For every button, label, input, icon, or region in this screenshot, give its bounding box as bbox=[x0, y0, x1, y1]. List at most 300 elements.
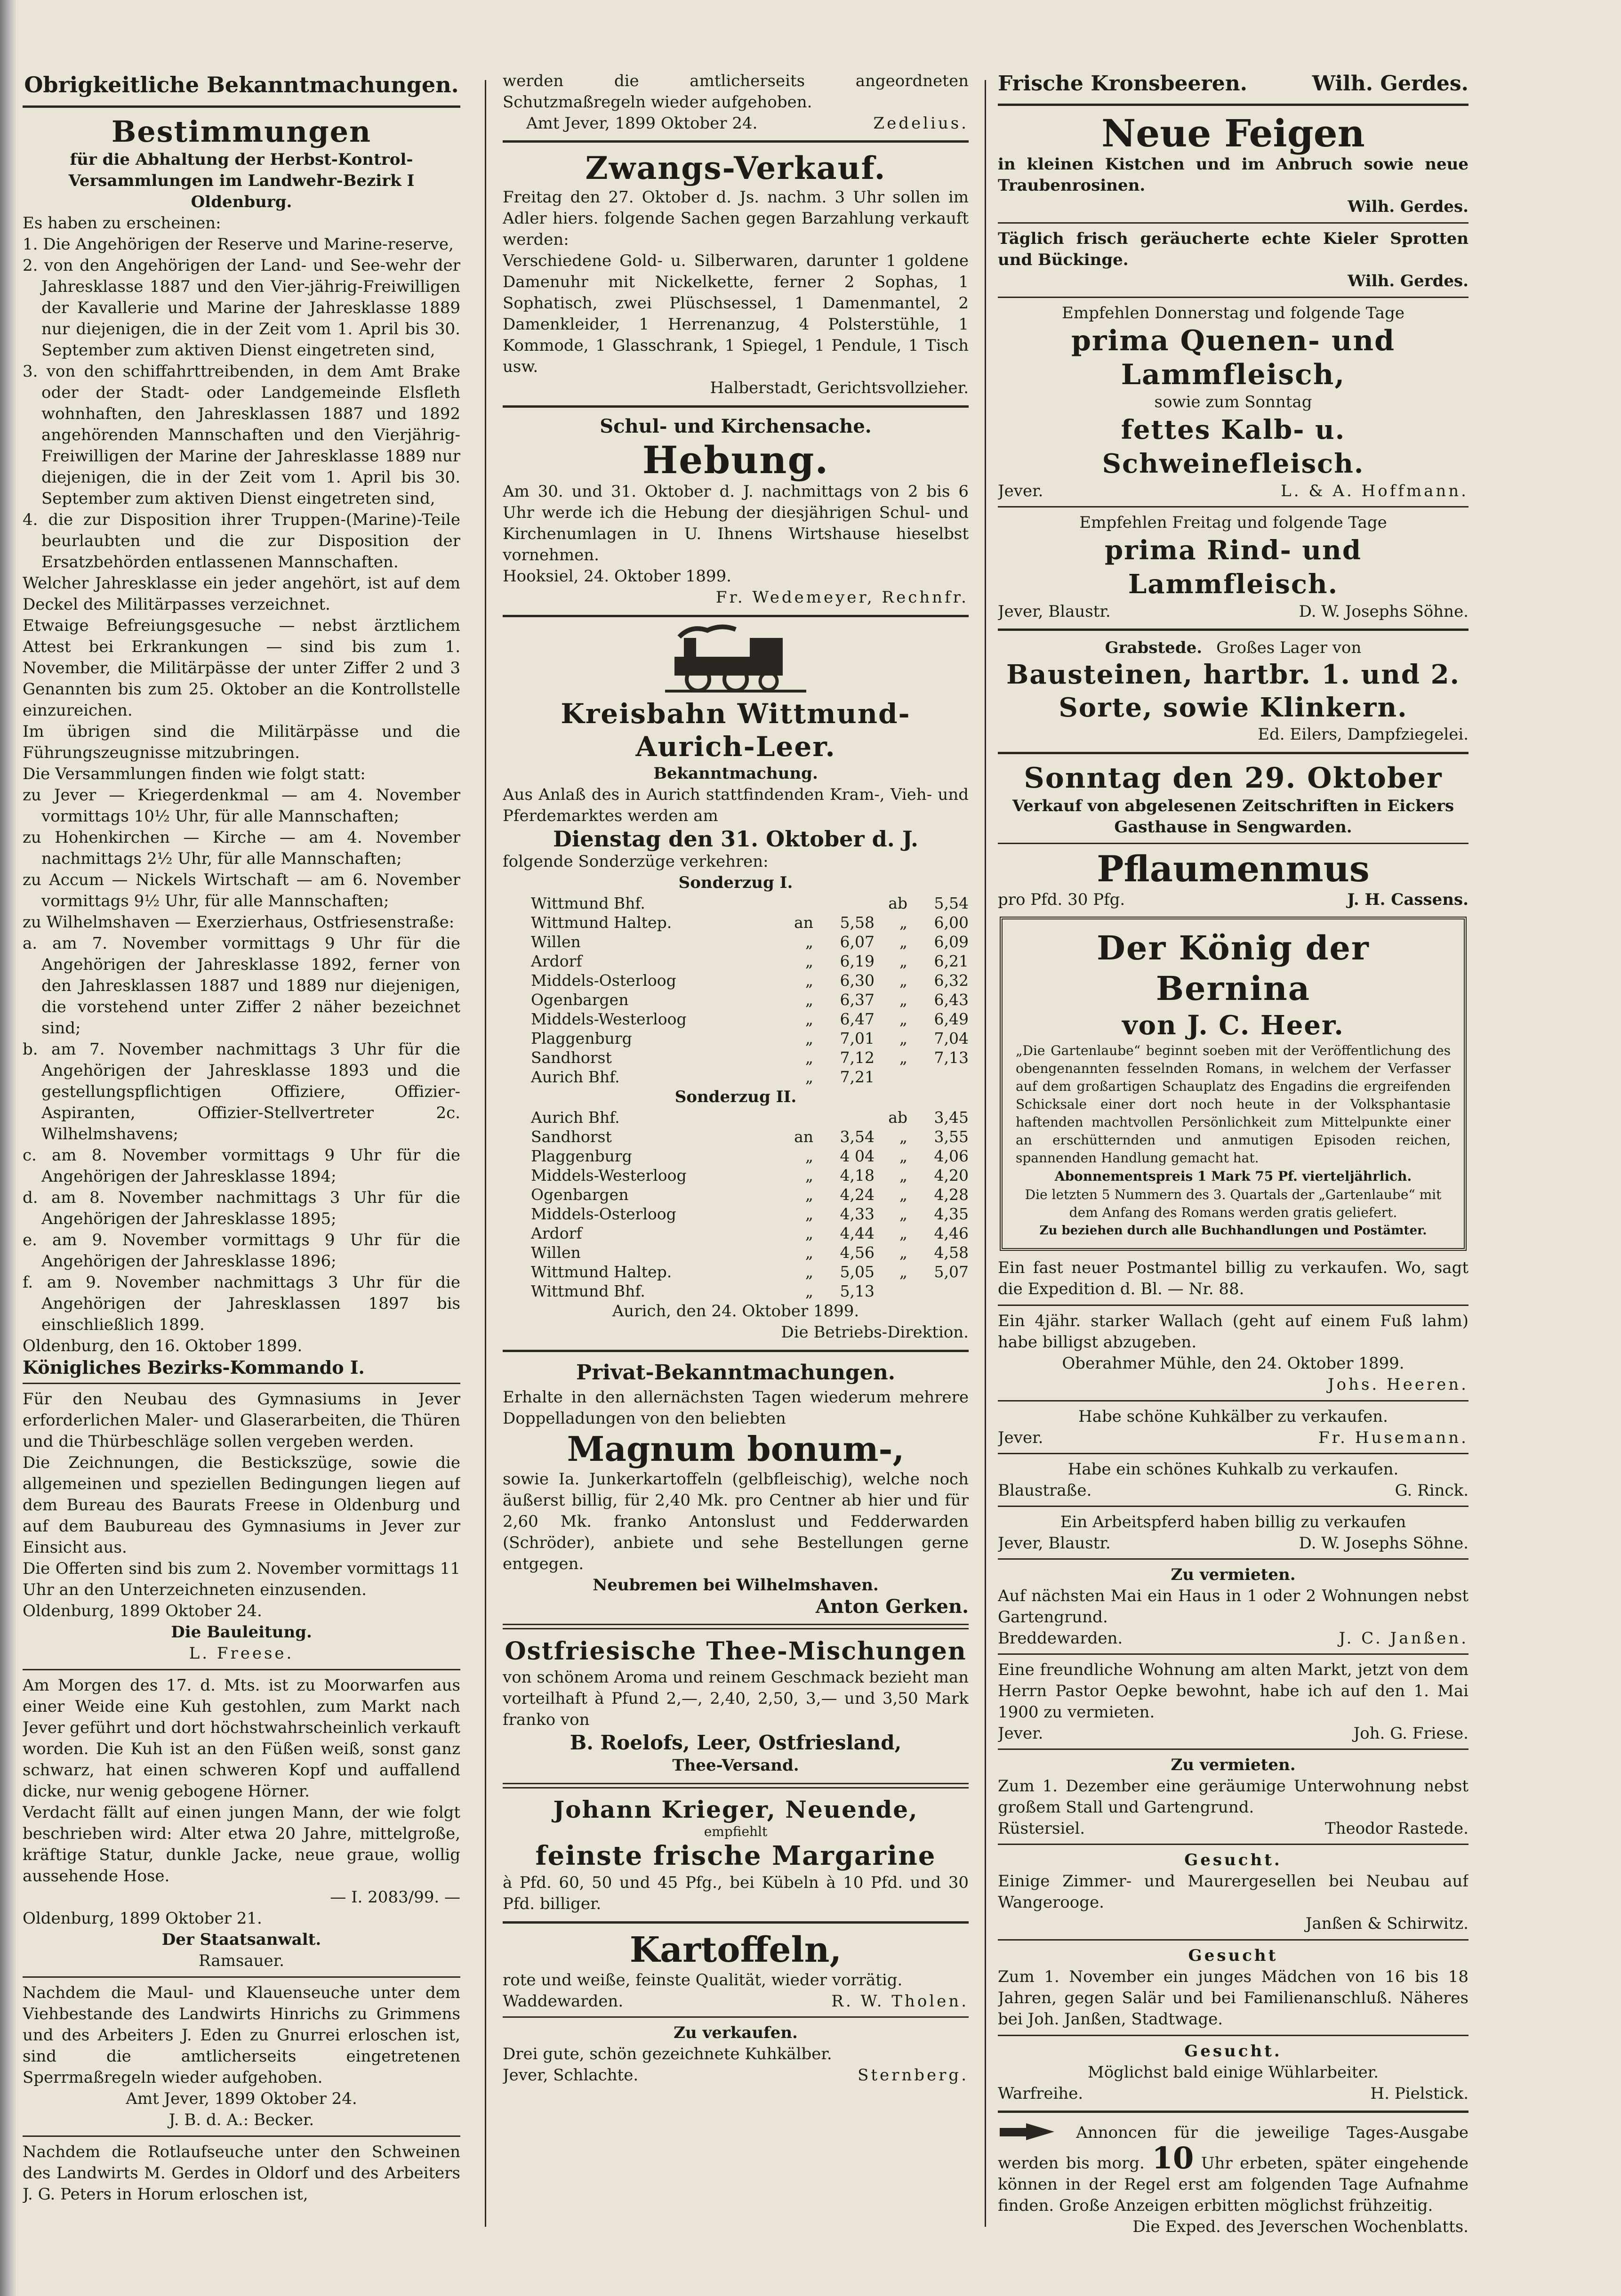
ad-place: Jever. bbox=[998, 1428, 1043, 1447]
ad-title: Kartoffeln, bbox=[629, 1930, 842, 1970]
time-cell: „ bbox=[805, 1282, 813, 1300]
notice-footer bbox=[503, 113, 969, 134]
list-item: zu Hohenkirchen — Kirche — am 4. November nachmittags 2½ Uhr, für alle Mannschaften; bbox=[23, 828, 460, 868]
column-divider-1 bbox=[485, 80, 486, 2227]
book-ad-box bbox=[1000, 917, 1467, 1251]
time-cell: „ bbox=[805, 1185, 813, 1204]
time-cell: „ bbox=[899, 1205, 907, 1223]
signature: L. Freese. bbox=[189, 1644, 294, 1663]
station-name: Willen bbox=[531, 933, 581, 951]
station-name: Wittmund Bhf. bbox=[531, 1282, 645, 1300]
timetable-row bbox=[531, 894, 969, 913]
time-cell: „ bbox=[899, 1128, 907, 1146]
ad-place: Jever. bbox=[998, 482, 1043, 500]
notice-text: Am Morgen des 17. d. Mts. ist zu Moorwarfen aus einer Weide eine Kuh gestohlen, zum Markt nach Jever geführt und dort höchstwahrscheinlich verkauft worden. Die Kuh ist an den Füßen weiß, sonst ganz schwarz, hat einen schweren Kopf und auffallend dicke, nur wenig gebogene Hörner. bbox=[23, 1676, 460, 1801]
ad-text: „Die Gartenlaube“ beginnt soeben mit der Veröffentlichung des obengenannten fesselnden Romans, in welchem der Verfasser auf dem großartigen Schauplatz des Engadins die ergreifenden Schicksale einer dort noch heute in der Volksphantasie haftenden machtvollen Persönlichkeit zum Mittelpunkte einer an erschütternden und anmutigen Episoden reichen, spannenden Handlung gemacht hat. bbox=[1016, 1043, 1451, 1166]
time-cell: 6,43 bbox=[934, 991, 969, 1009]
time-cell: 4,20 bbox=[934, 1166, 969, 1184]
time-cell bbox=[813, 1108, 875, 1127]
signature: Wilh. Gerdes. bbox=[1348, 272, 1469, 290]
signature: Janßen & Schirwitz. bbox=[1305, 1914, 1469, 1933]
time-cell: „ bbox=[805, 1263, 813, 1281]
dateline: Oberahmer Mühle, den 24. Oktober 1899. bbox=[1062, 1354, 1404, 1373]
ad-text: Habe ein schönes Kuhkalb zu verkaufen. bbox=[1067, 1460, 1399, 1479]
time-cell: „ bbox=[805, 1029, 813, 1047]
column-3 bbox=[998, 71, 1469, 2246]
divider bbox=[998, 104, 1469, 106]
column-1 bbox=[23, 71, 460, 2246]
notice-text: Die Offerten sind bis zum 2. November vormittags 11 Uhr an den Unterzeichneten einzusenden. bbox=[23, 1559, 460, 1599]
ad-text: Empfehlen Freitag und folgende Tage bbox=[1079, 513, 1387, 532]
ad-place: Blaustraße. bbox=[998, 1481, 1092, 1500]
ad-place: Waddewarden. bbox=[503, 1992, 624, 2011]
ad-footer bbox=[503, 1991, 969, 2012]
ad-place: Rüstersiel. bbox=[998, 1819, 1085, 1838]
divider bbox=[503, 1783, 969, 1788]
time-cell: „ bbox=[805, 1010, 813, 1028]
time-cell bbox=[813, 894, 875, 913]
time-cell: 6,37 bbox=[840, 991, 875, 1009]
timetable-row bbox=[531, 971, 969, 990]
signature: Königliches Bezirks-Kommando I. bbox=[23, 1357, 365, 1378]
time-cell: 4,35 bbox=[934, 1205, 969, 1223]
notice-text: Nachdem die Maul- und Klauenseuche unter dem Viehbestande des Landwirts Hinrichs zu Grimmens und des Arbeiters J. Eden zu Gnurrei erloschen ist, sind die amtlicherseits eingetretenen Sperrmaßregeln wieder aufgehoben. bbox=[23, 1983, 460, 2087]
time-cell: „ bbox=[899, 1029, 907, 1047]
ad-place: Jever. bbox=[998, 1724, 1043, 1743]
notice-subtitle: für die Abhaltung der Herbst-Kontrol-Versammlungen im Landwehr-Bezirk I Oldenburg. bbox=[68, 150, 415, 211]
timetable-row bbox=[531, 913, 969, 932]
ad-text: Ein fast neuer Postmantel billig zu verkaufen. Wo, sagt die Expedition d. Bl. — Nr. 88. bbox=[998, 1258, 1469, 1298]
ad-text: Drei gute, schön gezeichnete Kuhkälber. bbox=[503, 2045, 832, 2063]
time-cell: „ bbox=[899, 971, 907, 990]
divider bbox=[503, 405, 969, 408]
time-cell: 5,54 bbox=[934, 894, 969, 912]
station-name: Middels-Westerloog bbox=[531, 1166, 687, 1184]
ad-text: Am 30. und 31. Oktober d. J. nachmittags von 2 bis 6 Uhr werde ich die Hebung der diesjährigen Schul- und Kirchenumlagen in U. Ihnens Wirtshause hieselbst vornehmen. bbox=[503, 482, 969, 564]
station-name: Ardorf bbox=[531, 1224, 582, 1242]
time-cell: „ bbox=[805, 1147, 813, 1165]
signature: D. W. Josephs Söhne. bbox=[1299, 602, 1469, 621]
time-cell: 4,06 bbox=[934, 1147, 969, 1165]
time-cell: „ bbox=[805, 971, 813, 990]
signature: Wilh. Gerdes. bbox=[1312, 72, 1469, 96]
column-2 bbox=[503, 71, 969, 2246]
timetable-row bbox=[531, 990, 969, 1009]
timetable-row bbox=[531, 1204, 969, 1224]
time-cell: 7,01 bbox=[840, 1029, 875, 1047]
ad-text: Ein Arbeitspferd haben billig zu verkaufen bbox=[1060, 1513, 1406, 1531]
list-item: 4. die zur Disposition ihrer Truppen-(Marine)-Teile beurlaubten und die zur Disposition der Ersatzbehörden entlassenen Mannschaften. bbox=[23, 510, 460, 572]
station-name: Ogenbargen bbox=[531, 1185, 629, 1204]
divider bbox=[998, 1844, 1469, 1845]
ad-place: Warfreihe. bbox=[998, 2084, 1083, 2103]
ad-title: prima Rind- und Lammfleisch. bbox=[1105, 535, 1362, 600]
time-cell: 4,24 bbox=[840, 1185, 875, 1204]
ad-title: fettes Kalb- u. Schweinefleisch. bbox=[1102, 414, 1364, 479]
signature: Der Staatsanwalt. bbox=[161, 1930, 321, 1949]
station-name: Wittmund Bhf. bbox=[531, 894, 645, 912]
signature: Die Betriebs-Direktion. bbox=[781, 1323, 969, 1342]
ad-text: Zu beziehen durch alle Buchhandlungen und Postämter. bbox=[1039, 1224, 1427, 1238]
divider bbox=[998, 1506, 1469, 1507]
column-divider-2 bbox=[985, 80, 986, 2227]
ad-title: Kreisbahn Wittmund-Aurich-Leer. bbox=[561, 698, 911, 763]
time-cell: „ bbox=[899, 1224, 907, 1242]
signature: J. C. Janßen. bbox=[1339, 1629, 1469, 1648]
ad-title: Zwangs-Verkauf. bbox=[585, 150, 886, 186]
signature: Halberstadt, Gerichtsvollzieher. bbox=[710, 379, 969, 397]
time-cell bbox=[875, 1067, 907, 1087]
time-cell: 4 04 bbox=[840, 1147, 875, 1165]
divider bbox=[998, 752, 1469, 754]
signature: Die Exped. des Jeverschen Wochenblatts. bbox=[1132, 2217, 1469, 2236]
pointing-hand-icon bbox=[998, 2119, 1059, 2148]
ad-text: Möglichst bald einige Wühlarbeiter. bbox=[1087, 2063, 1379, 2082]
dateline: Hooksiel, 24. Oktober 1899. bbox=[503, 567, 731, 586]
divider bbox=[998, 1653, 1469, 1655]
ad-text: Auf nächsten Mai ein Haus in 1 oder 2 Wohnungen nebst Gartengrund. bbox=[998, 1587, 1469, 1627]
time-cell: „ bbox=[899, 1166, 907, 1184]
timetable-row bbox=[531, 1009, 969, 1029]
station-name: Middels-Osterloog bbox=[531, 1205, 676, 1223]
ad-text: Aus Anlaß des in Aurich stattfindenden Kram-, Vieh- und Pferdemarktes werden am bbox=[503, 785, 969, 825]
time-cell: „ bbox=[899, 1010, 907, 1028]
notice-text: Annoncen für die jeweilige Tages-Ausgabe werden bis morg. bbox=[998, 2123, 1469, 2173]
dateline: Oldenburg, 1899 Oktober 24. bbox=[23, 1602, 262, 1620]
divider bbox=[23, 2135, 460, 2137]
time-cell: ab bbox=[888, 1108, 907, 1127]
notice-text: Welcher Jahresklasse ein jeder angehört, ist auf dem Deckel des Militärpasses verzeichnet. bbox=[23, 574, 460, 614]
timetable-row bbox=[531, 1048, 969, 1067]
timetable-row bbox=[531, 1108, 969, 1127]
divider bbox=[503, 2016, 969, 2018]
station-name: Sandhorst bbox=[531, 1128, 612, 1146]
ad-footer bbox=[998, 601, 1469, 622]
notice-text: Etwaige Befreiungsgesuche — nebst ärztlichem Attest bei Erkrankungen — sind bis zum 1. November, die Militärpässe der unter Ziffer 2 und 3 Genannten bis zum 25. Oktober an die Kontrollstelle einzureichen. bbox=[23, 616, 460, 720]
ad-day: Dienstag den 31. Oktober d. J. bbox=[553, 826, 919, 852]
station-name: Wittmund Haltep. bbox=[531, 913, 672, 932]
signature: Sternberg. bbox=[858, 2066, 969, 2085]
notice-text: Die Zeichnungen, die Bestickszüge, sowie die allgemeinen und speziellen Bedingungen liegen auf dem Bureau des Baurats Freese in Oldenburg und auf dem Baubureau des Gymnasiums in Jever zur Einsicht aus. bbox=[23, 1453, 460, 1557]
time-cell: „ bbox=[805, 1068, 813, 1086]
signature: Ed. Eilers, Dampfziegelei. bbox=[1258, 725, 1469, 744]
list-item: a. am 7. November vormittags 9 Uhr für die Angehörigen der Jahresklasse 1892, ferner von den Jahresklassen 1887 und 1889 nur diejenigen, die vorstehend unter Ziffer 2 näher bezeichnet sind; bbox=[23, 934, 460, 1038]
signature: Fr. Husemann. bbox=[1318, 1428, 1469, 1447]
time-cell: 4,58 bbox=[934, 1243, 969, 1262]
time-cell: 4,18 bbox=[840, 1166, 875, 1184]
time-cell: 4,46 bbox=[934, 1224, 969, 1242]
time-cell: 6,19 bbox=[840, 952, 875, 970]
signature: Anton Gerken. bbox=[815, 1595, 969, 1618]
time-cell bbox=[762, 894, 813, 913]
timetable-1 bbox=[503, 894, 969, 1087]
time-cell: 5,05 bbox=[840, 1263, 875, 1281]
time-cell: 7,21 bbox=[840, 1068, 875, 1086]
timetable-row bbox=[531, 1262, 969, 1281]
ad-title: prima Quenen- und Lammfleisch, bbox=[1071, 324, 1396, 391]
timetable-row bbox=[531, 1067, 969, 1087]
station-name: Plaggenburg bbox=[531, 1147, 632, 1165]
section-heading: Privat-Bekanntmachungen. bbox=[576, 1361, 896, 1385]
ad-footer bbox=[998, 1427, 1469, 1448]
ad-subtitle: empfiehlt bbox=[704, 1824, 768, 1839]
time-cell: „ bbox=[899, 913, 907, 932]
notice-block bbox=[998, 2119, 1469, 2216]
timetable-row bbox=[531, 932, 969, 951]
time-cell: 7,12 bbox=[840, 1048, 875, 1067]
signature: Johs. Heeren. bbox=[1327, 1375, 1469, 1394]
signature: Fr. Wedemeyer, Rechnfr. bbox=[715, 588, 969, 607]
divider bbox=[503, 140, 969, 143]
ad-footer bbox=[998, 889, 1469, 910]
station-name: Plaggenburg bbox=[531, 1029, 632, 1047]
time-cell bbox=[762, 1108, 813, 1127]
divider bbox=[998, 2111, 1469, 2113]
ad-footer bbox=[998, 481, 1469, 501]
ad-footer bbox=[998, 2083, 1469, 2104]
ad-price: Abonnementspreis 1 Mark 75 Pf. vierteljährlich. bbox=[1054, 1168, 1412, 1184]
signature: Ramsauer. bbox=[199, 1951, 284, 1970]
timetable-2 bbox=[503, 1108, 969, 1301]
time-cell: „ bbox=[805, 1048, 813, 1067]
ad-title: Frische Kronsbeeren. bbox=[998, 72, 1247, 96]
divider bbox=[23, 105, 460, 108]
section-heading: Gesucht. bbox=[1184, 1851, 1282, 1869]
notice-text: werden die amtlicherseits angeordneten Schutzmaßregeln wieder aufgehoben. bbox=[503, 72, 969, 112]
signature: Joh. G. Friese. bbox=[1353, 1724, 1469, 1743]
time-cell: 4,33 bbox=[840, 1205, 875, 1223]
list-item: zu Accum — Nickels Wirtschaft — am 6. November vormittags 9½ Uhr, für alle Mannschaften; bbox=[23, 870, 460, 910]
ad-footer bbox=[503, 2065, 969, 2086]
station-name: Willen bbox=[531, 1243, 581, 1262]
ad-text: Zum 1. November ein junges Mädchen von 16 bis 18 Jahren, gegen Salär und bei Familienanschluß. Näheres bei Joh. Janßen, Stadtwage. bbox=[998, 1967, 1469, 2029]
ad-text: Erhalte in den allernächsten Tagen wiederum mehrere Doppelladungen von den beliebten bbox=[503, 1388, 969, 1428]
time-cell: „ bbox=[899, 933, 907, 951]
ad-text: Zum 1. Dezember eine geräumige Unterwohnung nebst großem Stall und Gartengrund. bbox=[998, 1777, 1469, 1817]
list-item: 1. Die Angehörigen der Reserve und Marine-reserve, bbox=[23, 235, 454, 254]
section-heading: Schul- und Kirchensache. bbox=[600, 415, 872, 437]
ad-text: sowie Ia. Junkerkartoffeln (gelbfleischig), welche noch äußerst billig, für 2,40 Mk. pro Centner ab hier und für 2,60 Mk. franko Antonslust und Fedderwarden (Schröder), anbiete und sehe Bestellungen gerne entgegen. bbox=[503, 1470, 969, 1573]
divider bbox=[998, 1400, 1469, 1402]
ad-footer bbox=[998, 1533, 1469, 1554]
ad-text: folgende Sonderzüge verkehren: bbox=[503, 852, 769, 871]
ad-title: Pflaumenmus bbox=[1097, 848, 1370, 890]
timetable-row bbox=[531, 951, 969, 971]
ad-title: Johann Krieger, Neuende, bbox=[553, 1796, 918, 1823]
divider bbox=[998, 1558, 1469, 1560]
ad-footer bbox=[998, 1480, 1469, 1501]
divider bbox=[503, 1350, 969, 1352]
time-cell bbox=[907, 1067, 969, 1087]
notice-text: Für den Neubau des Gymnasiums in Jever erforderlichen Maler- und Glaserarbeiten, die Thüren und die Thürbeschläge sollen vergeben werden. bbox=[23, 1390, 460, 1451]
time-cell: 6,21 bbox=[934, 952, 969, 970]
station-name: Sandhorst bbox=[531, 1048, 612, 1067]
ad-text: Freitag den 27. Oktober d. Js. nachm. 3 Uhr sollen im Adler hiers. folgende Sachen gegen Barzahlung verkauft werden: bbox=[503, 188, 969, 249]
time-cell: „ bbox=[899, 1185, 907, 1204]
signature: Wilh. Gerdes. bbox=[1348, 197, 1469, 216]
notice-title: Bestimmungen bbox=[111, 114, 372, 149]
time-cell: 3,45 bbox=[934, 1108, 969, 1127]
notice-text: Nachdem die Rotlaufseuche unter den Schweinen des Landwirts M. Gerdes in Oldorf und des Arbeiters J. G. Peters in Horum erloschen ist, bbox=[23, 2143, 460, 2204]
signature: Zedelius. bbox=[873, 114, 969, 133]
divider bbox=[998, 628, 1469, 631]
masthead: Obrigkeitliche Bekanntmachungen. bbox=[24, 72, 459, 97]
list-item: 2. von den Angehörigen der Land- und See-wehr der Jahresklasse 1887 und den Vier-jährig-Freiwilligen der Kavallerie und Marine der Jahresklasse 1889 nur diejenigen, die in der Zeit vom 1. April bis 30. September zum aktiven Dienst eingetreten sind, bbox=[23, 256, 460, 360]
ad-text: pro Pfd. 30 Pfg. bbox=[998, 890, 1125, 909]
dateline: Oldenburg, 1899 Oktober 21. bbox=[23, 1909, 262, 1928]
list-item: d. am 8. November nachmittags 3 Uhr für die Angehörigen der Jahresklasse 1895; bbox=[23, 1188, 460, 1228]
ad-footer bbox=[998, 1723, 1469, 1744]
ad-footer bbox=[998, 1818, 1469, 1839]
time-cell: 7,04 bbox=[934, 1029, 969, 1047]
time-cell: „ bbox=[805, 933, 813, 951]
time-cell: 6,00 bbox=[934, 913, 969, 932]
divider bbox=[998, 1748, 1469, 1750]
reference-number: — I. 2083/99. — bbox=[330, 1888, 460, 1907]
ad-title: Sonntag den 29. Oktober bbox=[1024, 762, 1443, 795]
section-heading: Gesucht bbox=[1188, 1946, 1278, 1965]
time-cell: 3,55 bbox=[934, 1128, 969, 1146]
time-cell: „ bbox=[899, 1243, 907, 1262]
time-cell: 4,28 bbox=[934, 1185, 969, 1204]
timetable-row bbox=[531, 1243, 969, 1262]
ad-place: Jever, Blaustr. bbox=[998, 1534, 1111, 1553]
ad-title: Der König der Bernina bbox=[1097, 928, 1370, 1008]
divider bbox=[998, 506, 1469, 508]
time-cell: „ bbox=[805, 1166, 813, 1184]
steam-locomotive-icon bbox=[665, 624, 806, 694]
ad-line bbox=[998, 71, 1469, 97]
station-name: Ogenbargen bbox=[531, 991, 629, 1009]
divider bbox=[998, 297, 1469, 298]
station-name: Middels-Osterloog bbox=[531, 971, 676, 990]
time-cell: „ bbox=[899, 1048, 907, 1067]
ad-text: Verschiedene Gold- u. Silberwaren, darunter 1 goldene Damenuhr mit Nickelkette, ferner 2 Sophas, 1 Sophatisch, zwei Plüschsessel, 1 Damenmantel, 2 Damenkleider, 1 Herrenanzug, 4 Polsterstühle, 1 Kommode, 1 Glasschrank, 1 Spiegel, 1 Pendule, 1 Tisch usw. bbox=[503, 251, 969, 376]
ad-subtitle: Thee-Versand. bbox=[672, 1756, 799, 1775]
time-cell: „ bbox=[805, 1243, 813, 1262]
ad-line bbox=[998, 637, 1469, 658]
notice-text: Es haben zu erscheinen: bbox=[23, 214, 221, 233]
divider bbox=[23, 1383, 460, 1384]
timetable-row bbox=[531, 1185, 969, 1204]
ad-text: Empfehlen Donnerstag und folgende Tage bbox=[1062, 304, 1404, 322]
divider bbox=[998, 1939, 1469, 1941]
ad-text: Die letzten 5 Nummern des 3. Quartals der „Gartenlaube“ mit dem Anfang des Romans werden gratis geliefert. bbox=[1025, 1187, 1442, 1220]
time-cell: an bbox=[794, 913, 813, 932]
signature: G. Rinck. bbox=[1395, 1481, 1469, 1500]
time-cell: 7,13 bbox=[934, 1048, 969, 1067]
time-cell: „ bbox=[899, 952, 907, 970]
ad-title: Neue Feigen bbox=[1101, 111, 1365, 155]
timetable-row bbox=[531, 1281, 969, 1301]
ad-text: von schönem Aroma und reinem Geschmack bezieht man vorteilhaft à Pfund 2,—, 2,40, 2,50, 3,— und 3,50 Mark franko von bbox=[503, 1668, 969, 1729]
ad-text: Verkauf von abgelesenen Zeitschriften in Eickers Gasthause in Sengwarden. bbox=[1012, 797, 1454, 837]
time-cell: 6,47 bbox=[840, 1010, 875, 1028]
list-item: c. am 8. November vormittags 9 Uhr für die Angehörigen der Jahresklasse 1894; bbox=[23, 1146, 460, 1186]
dateline: Amt Jever, 1899 Oktober 24. bbox=[126, 2089, 357, 2108]
section-heading: Zu vermieten. bbox=[1171, 1565, 1296, 1584]
time-cell: 6,30 bbox=[840, 971, 875, 990]
time-cell bbox=[875, 1281, 907, 1301]
ad-text: Großes Lager von bbox=[1216, 638, 1362, 657]
time-cell: 4,44 bbox=[840, 1224, 875, 1242]
notice-text: Verdacht fällt auf einen jungen Mann, der wie folgt beschrieben wird: Alter etwa 20 Jahre, mittelgroße, kräftige Statur, dunkle Jacke, neue graue, wollig aussehende Hose. bbox=[23, 1803, 460, 1885]
timetable-row bbox=[531, 1029, 969, 1048]
signature: J. H. Cassens. bbox=[1347, 890, 1469, 909]
signature: L. & A. Hoffmann. bbox=[1281, 482, 1469, 500]
time-cell: ab bbox=[888, 894, 907, 912]
time-cell: „ bbox=[805, 1224, 813, 1242]
divider bbox=[998, 2035, 1469, 2036]
dateline: Amt Jever, 1899 Oktober 24. bbox=[526, 114, 758, 133]
time-cell: 6,07 bbox=[840, 933, 875, 951]
timetable-heading: Sonderzug II. bbox=[674, 1088, 797, 1106]
ad-firm: B. Roelofs, Leer, Ostfriesland, bbox=[570, 1731, 902, 1754]
divider bbox=[998, 1453, 1469, 1454]
ad-place: Grabstede. bbox=[1105, 638, 1203, 657]
station-name: Wittmund Haltep. bbox=[531, 1263, 672, 1281]
ad-title: Hebung. bbox=[642, 438, 829, 482]
section-heading: Gesucht. bbox=[1184, 2042, 1282, 2061]
ad-text: sowie zum Sonntag bbox=[1154, 393, 1312, 411]
ad-text: Einige Zimmer- und Maurergesellen bei Neubau auf Wangerooge. bbox=[998, 1872, 1469, 1912]
time-cell: an bbox=[794, 1128, 813, 1146]
notice-text: Im übrigen sind die Militärpässe und die Führungszeugnisse mitzubringen. bbox=[23, 722, 460, 762]
signature: Die Bauleitung. bbox=[171, 1623, 312, 1642]
ad-place: Breddewarden. bbox=[998, 1629, 1123, 1648]
notice-text: Uhr erbeten, später eingehende können in der Regel erst am folgenden Tage Aufnahme finden. Große Anzeigen erbitten möglichst frühzeitig. bbox=[998, 2154, 1469, 2215]
page-binding-edge bbox=[0, 0, 16, 2296]
list-item: f. am 9. November nachmittags 3 Uhr für die Angehörigen der Jahresklassen 1897 bis einschließlich 1899. bbox=[23, 1273, 460, 1334]
time-cell: 6,32 bbox=[934, 971, 969, 990]
ad-title: Bausteinen, hartbr. 1. und 2. Sorte, sowie Klinkern. bbox=[1006, 659, 1461, 723]
time-cell: 5,07 bbox=[934, 1263, 969, 1281]
timetable-heading: Sonderzug I. bbox=[678, 873, 793, 892]
divider bbox=[998, 843, 1469, 844]
divider bbox=[998, 1305, 1469, 1306]
signature: H. Pielstick. bbox=[1370, 2084, 1469, 2103]
time-cell bbox=[907, 1281, 969, 1301]
section-heading: Zu vermieten. bbox=[1171, 1756, 1296, 1774]
list-item: zu Jever — Kriegerdenkmal — am 4. November vormittags 10½ Uhr, für alle Mannschaften; bbox=[23, 786, 460, 826]
timetable-row bbox=[531, 1127, 969, 1146]
time-cell: „ bbox=[899, 1147, 907, 1165]
divider bbox=[503, 1921, 969, 1924]
station-name: Aurich Bhf. bbox=[531, 1068, 620, 1086]
time-cell: 6,09 bbox=[934, 933, 969, 951]
timetable-row bbox=[531, 1166, 969, 1185]
timetable-row bbox=[531, 1224, 969, 1243]
ad-text: Eine freundliche Wohnung am alten Markt, jetzt von dem Herrn Pastor Oepke bewohnt, habe ich auf den 1. Mai 1900 zu vermieten. bbox=[998, 1660, 1469, 1722]
station-name: Ardorf bbox=[531, 952, 582, 970]
ad-text: Habe schöne Kuhkälber zu verkaufen. bbox=[1078, 1407, 1388, 1426]
timetable-row bbox=[531, 1146, 969, 1166]
ad-place: Neubremen bei Wilhelmshaven. bbox=[593, 1576, 879, 1595]
time-cell: „ bbox=[899, 991, 907, 1009]
ad-text: in kleinen Kistchen und im Anbruch sowie neue Traubenrosinen. bbox=[998, 155, 1469, 195]
ad-text: Ein 4jähr. starker Wallach (geht auf einem Fuß lahm) habe billigst abzugeben. bbox=[998, 1312, 1469, 1352]
list-item: b. am 7. November nachmittags 3 Uhr für die Angehörigen der Jahresklasse 1893 und die gestellungspflichtigen Offiziere, Offizier-Aspiranten, Offizier-Stellvertreter 2c. Wilhelmshavens; bbox=[23, 1040, 460, 1144]
ad-place: Jever, Blaustr. bbox=[998, 602, 1111, 621]
time-cell: 5,58 bbox=[840, 913, 875, 932]
time-cell: „ bbox=[805, 991, 813, 1009]
section-heading: Zu verkaufen. bbox=[674, 2023, 798, 2042]
time-cell: 4,56 bbox=[840, 1243, 875, 1262]
list-item: e. am 9. November vormittags 9 Uhr für die Angehörigen der Jahresklasse 1896; bbox=[23, 1231, 460, 1271]
signature: J. B. d. A.: Becker. bbox=[169, 2111, 314, 2129]
station-name: Aurich Bhf. bbox=[531, 1108, 620, 1127]
time-cell: 3,54 bbox=[840, 1128, 875, 1146]
